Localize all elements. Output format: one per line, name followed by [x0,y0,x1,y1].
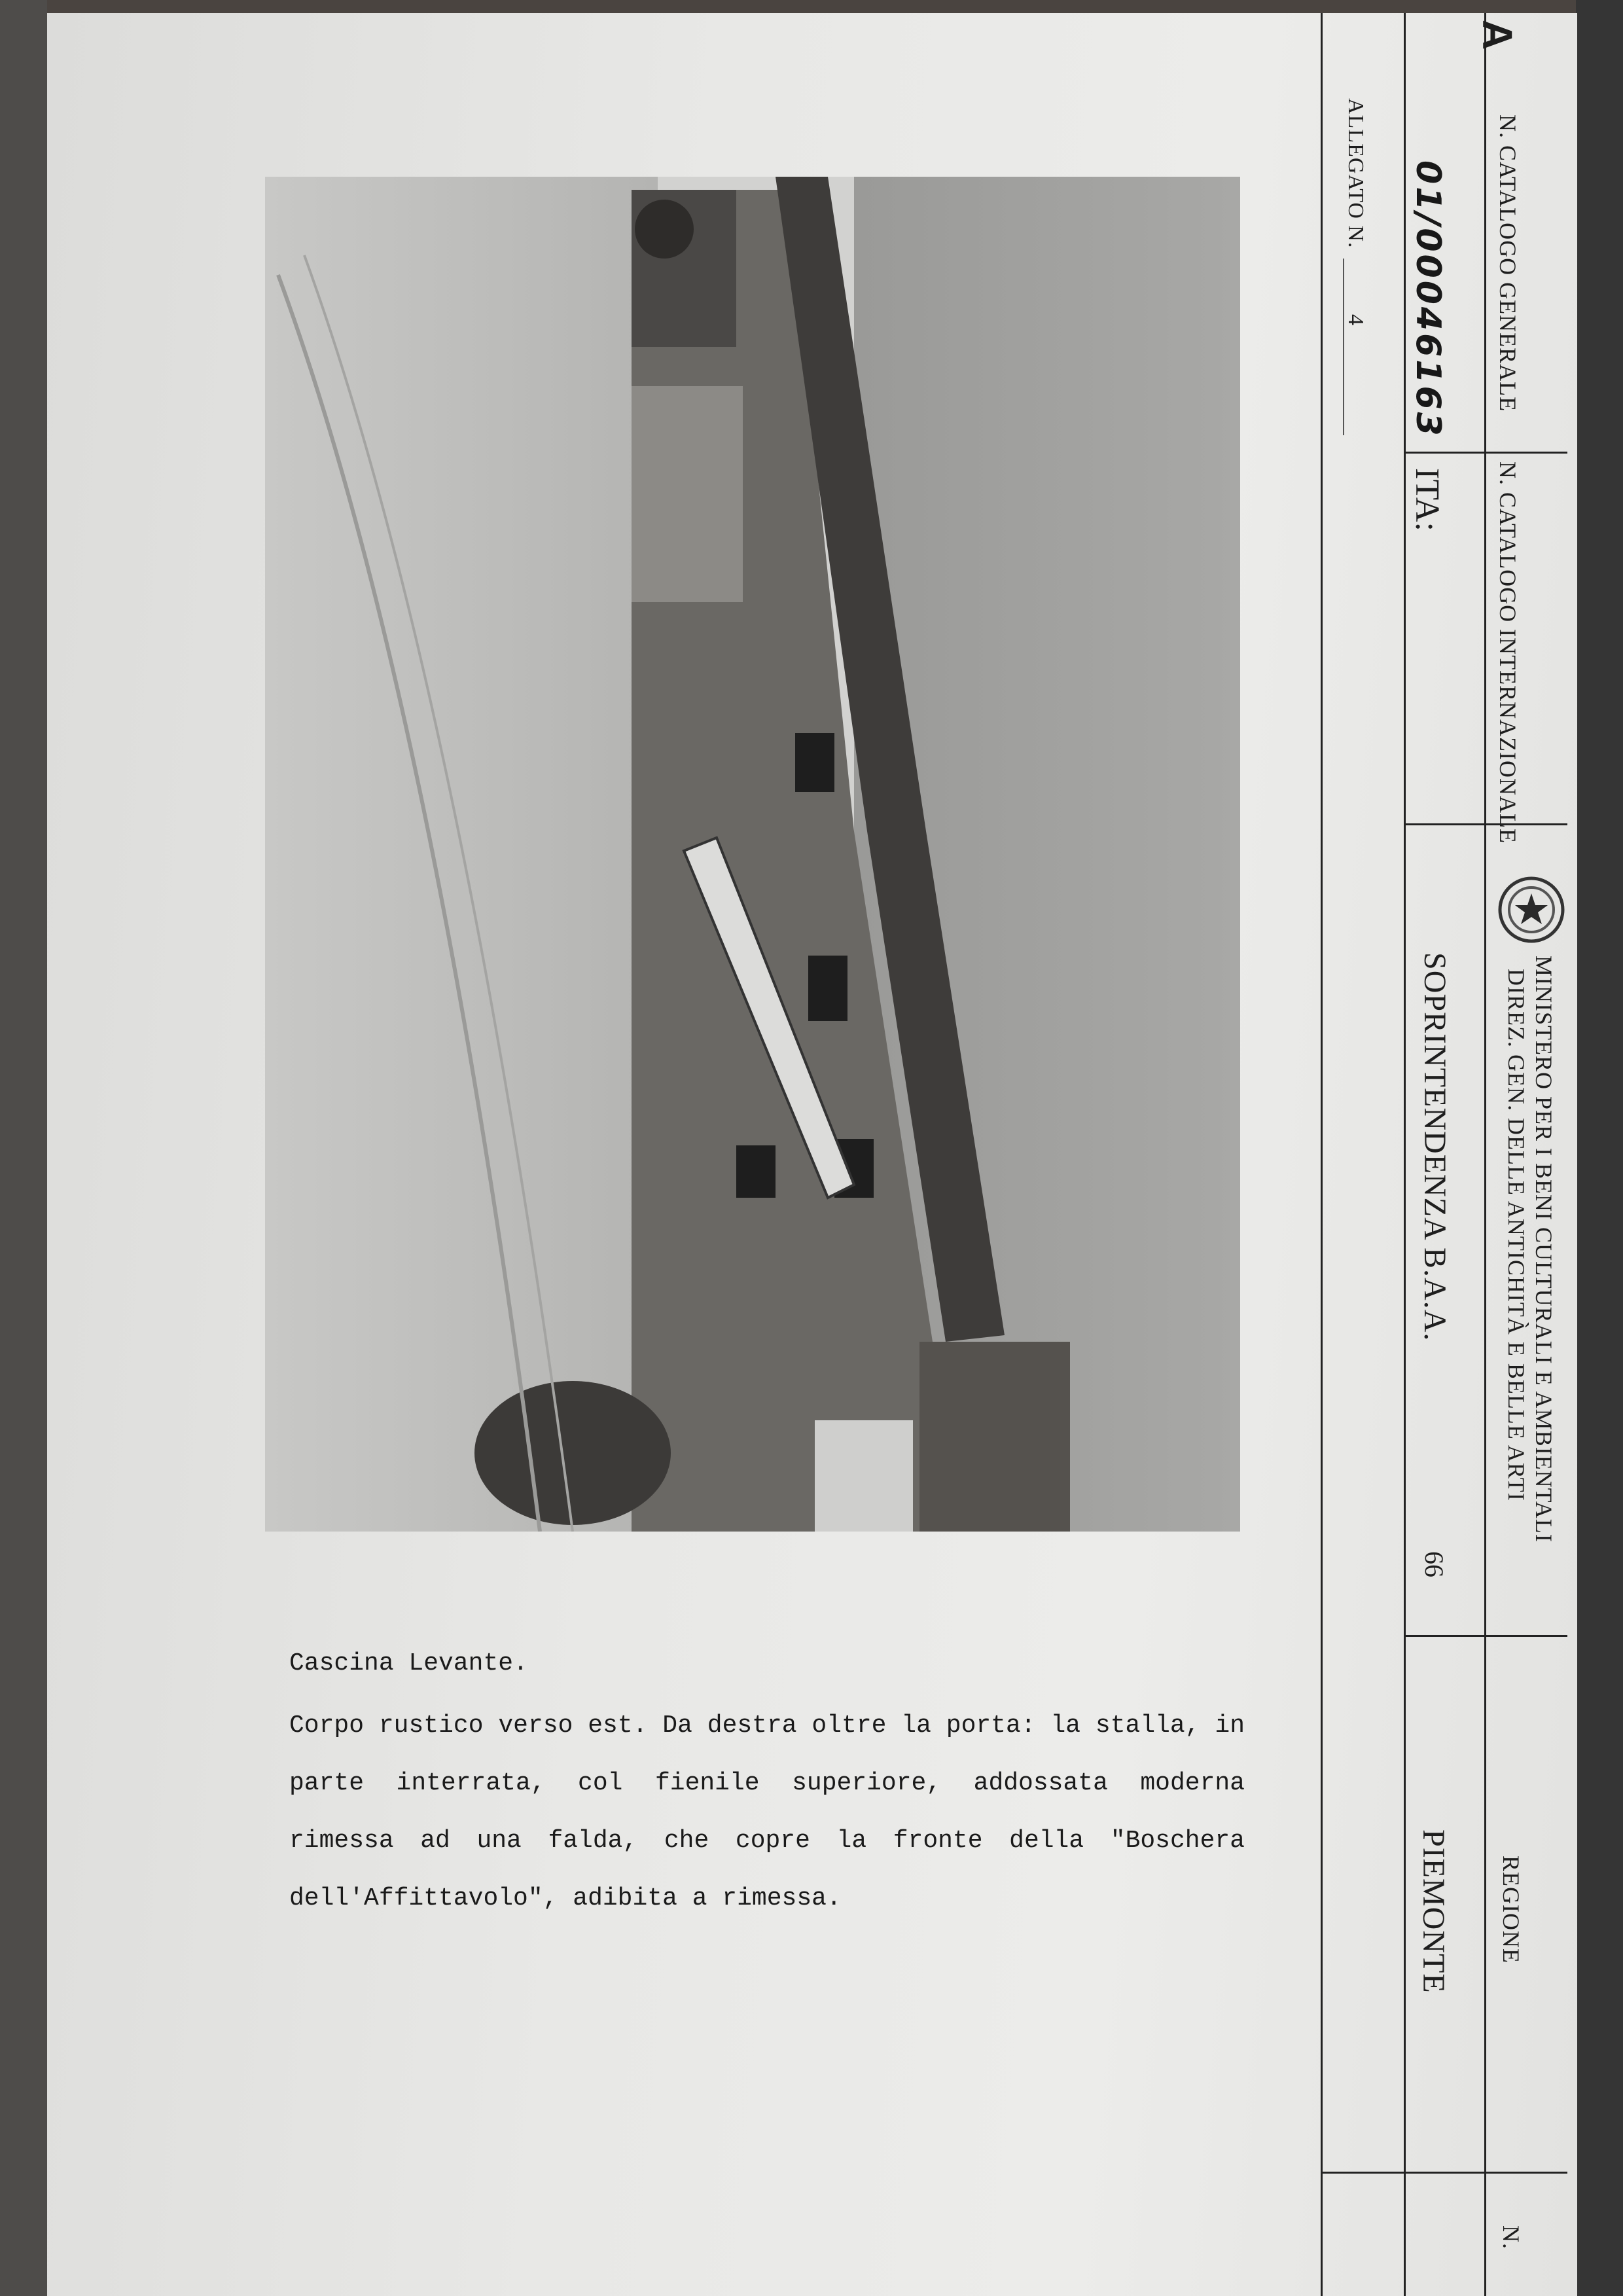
soprintendenza-label: SOPRINTENDENZA B.A.A. [1418,952,1452,1342]
photo-end-building [919,1342,1070,1532]
allegato-underline [1343,259,1344,435]
photo-archway [815,1420,913,1532]
caption-title: Cascina Levante. [289,1649,528,1677]
header-rule-1 [1321,13,1323,2296]
header-divider-1 [1404,452,1567,454]
photo-illustration [265,177,1240,1532]
allegato-value: 4 [1344,314,1368,326]
italian-republic-emblem [1495,874,1567,946]
regione-label: REGIONE [1498,1856,1524,1964]
header-divider-4 [1321,2172,1567,2174]
header-rule-2 [1404,13,1406,2296]
header-divider-2 [1404,823,1567,825]
catalogo-generale-label: N. CATALOGO GENERALE [1495,115,1521,412]
photo-caption [289,1649,1245,1928]
photo-ground [265,177,658,1532]
photo-shed [632,386,743,602]
ministero-line-1: MINISTERO PER I BENI CULTURALI E AMBIENTALI [1531,956,1557,1543]
header-rule-3 [1484,13,1486,2296]
photo-bushes [474,1381,671,1525]
catalogo-generale-value: 01/00046163 [1408,160,1448,439]
numero-label: N. [1498,2225,1524,2250]
ministero-line-2: DIREZ. GEN. DELLE ANTICHITÀ E BELLE ARTI [1503,969,1529,1501]
soprintendenza-number: 66 [1419,1551,1449,1577]
scan-edge-left [0,0,47,2296]
header-divider-3 [1404,1635,1567,1637]
scan-edge-right [1576,0,1623,2296]
catalogo-internazionale-label: N. CATALOGO INTERNAZIONALE [1495,461,1521,844]
caption-body: Corpo rustico verso est. Da destra oltre la porta: la stalla, in parte interrata, col fienile superiore, addossata moderna rimessa ad una falda, che copre la fronte della "Boschera dell'Affittavolo", adibita a rimessa. [289,1712,1245,1912]
farmhouse-photograph [265,177,1240,1532]
catalogo-internazionale-value: ITA: [1408,468,1446,531]
section-letter: A [1474,20,1521,50]
regione-value: PIEMONTE [1416,1829,1451,1994]
allegato-label: ALLEGATO N. [1344,98,1368,249]
